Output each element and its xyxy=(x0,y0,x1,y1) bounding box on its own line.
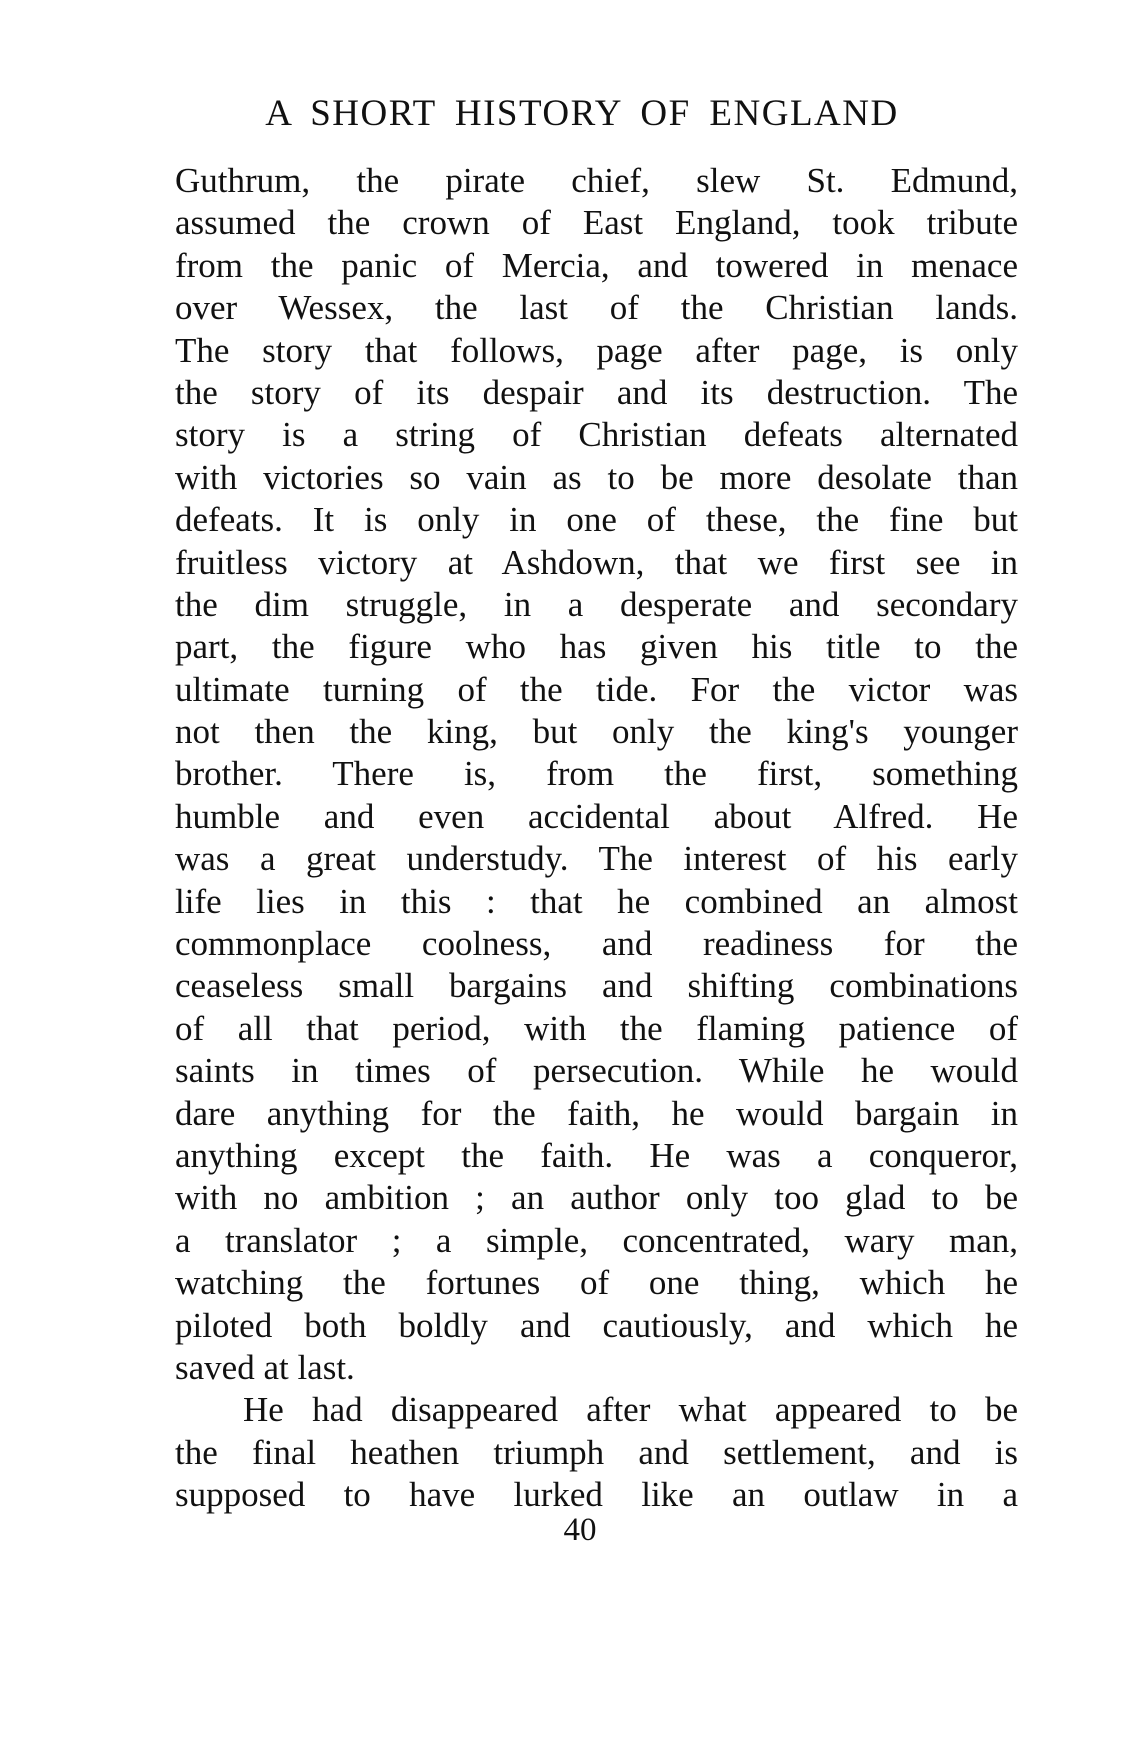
text-line: with no ambition ; an author only too glad to be xyxy=(175,1178,1018,1218)
text-line: over Wessex, the last of the Christian lands. xyxy=(175,288,1018,328)
page-number: 40 xyxy=(563,1512,597,1548)
text-line: ceaseless small bargains and shifting combinations xyxy=(175,966,1018,1006)
text-line: defeats. It is only in one of these, the fine but xyxy=(175,500,1018,540)
text-line: assumed the crown of East England, took tribute xyxy=(175,203,1018,243)
text-line: life lies in this : that he combined an almost xyxy=(175,881,1018,921)
text-line: not then the king, but only the king's younger xyxy=(175,712,1018,752)
text-line: watching the fortunes of one thing, which he xyxy=(175,1263,1018,1303)
text-line: humble and even accidental about Alfred. He xyxy=(175,796,1018,836)
text-line: of all that period, with the flaming patience of xyxy=(175,1008,1018,1048)
text-line: the dim struggle, in a desperate and secondary xyxy=(175,584,1018,624)
text-line: was a great understudy. The interest of his early xyxy=(175,839,1018,879)
text-line: piloted both boldly and cautiously, and which he xyxy=(175,1305,1018,1345)
text-line: brother. There is, from the first, something xyxy=(175,754,1018,794)
text-line: saved at last. xyxy=(175,1347,355,1387)
text-line: fruitless victory at Ashdown, that we first see in xyxy=(175,542,1018,582)
text-line: a translator ; a simple, concentrated, wary man, xyxy=(175,1220,1018,1260)
body-text xyxy=(175,160,1018,1517)
text-line: from the panic of Mercia, and towered in menace xyxy=(175,245,1018,285)
text-line: Guthrum, the pirate chief, slew St. Edmund, xyxy=(175,161,1018,200)
text-line: saints in times of persecution. While he would xyxy=(175,1051,1018,1091)
text-line: with victories so vain as to be more desolate than xyxy=(175,457,1018,497)
text-line: commonplace coolness, and readiness for the xyxy=(175,924,1018,964)
text-line: ultimate turning of the tide. For the victor was xyxy=(175,669,1018,709)
text-line: anything except the faith. He was a conqueror, xyxy=(175,1135,1018,1175)
text-line: the final heathen triumph and settlement, and is xyxy=(175,1432,1018,1472)
text-line: The story that follows, page after page, is only xyxy=(175,330,1018,370)
text-line: He had disappeared after what appeared to be xyxy=(243,1390,1018,1430)
text-line: story is a string of Christian defeats alternated xyxy=(175,415,1018,455)
text-line: part, the figure who has given his title to the xyxy=(175,627,1018,667)
text-line: supposed to have lurked like an outlaw in a xyxy=(175,1475,1018,1515)
text-line: dare anything for the faith, he would bargain in xyxy=(175,1093,1018,1133)
running-title: A SHORT HISTORY OF ENGLAND xyxy=(265,93,899,134)
text-line: the story of its despair and its destruction. The xyxy=(175,372,1018,412)
